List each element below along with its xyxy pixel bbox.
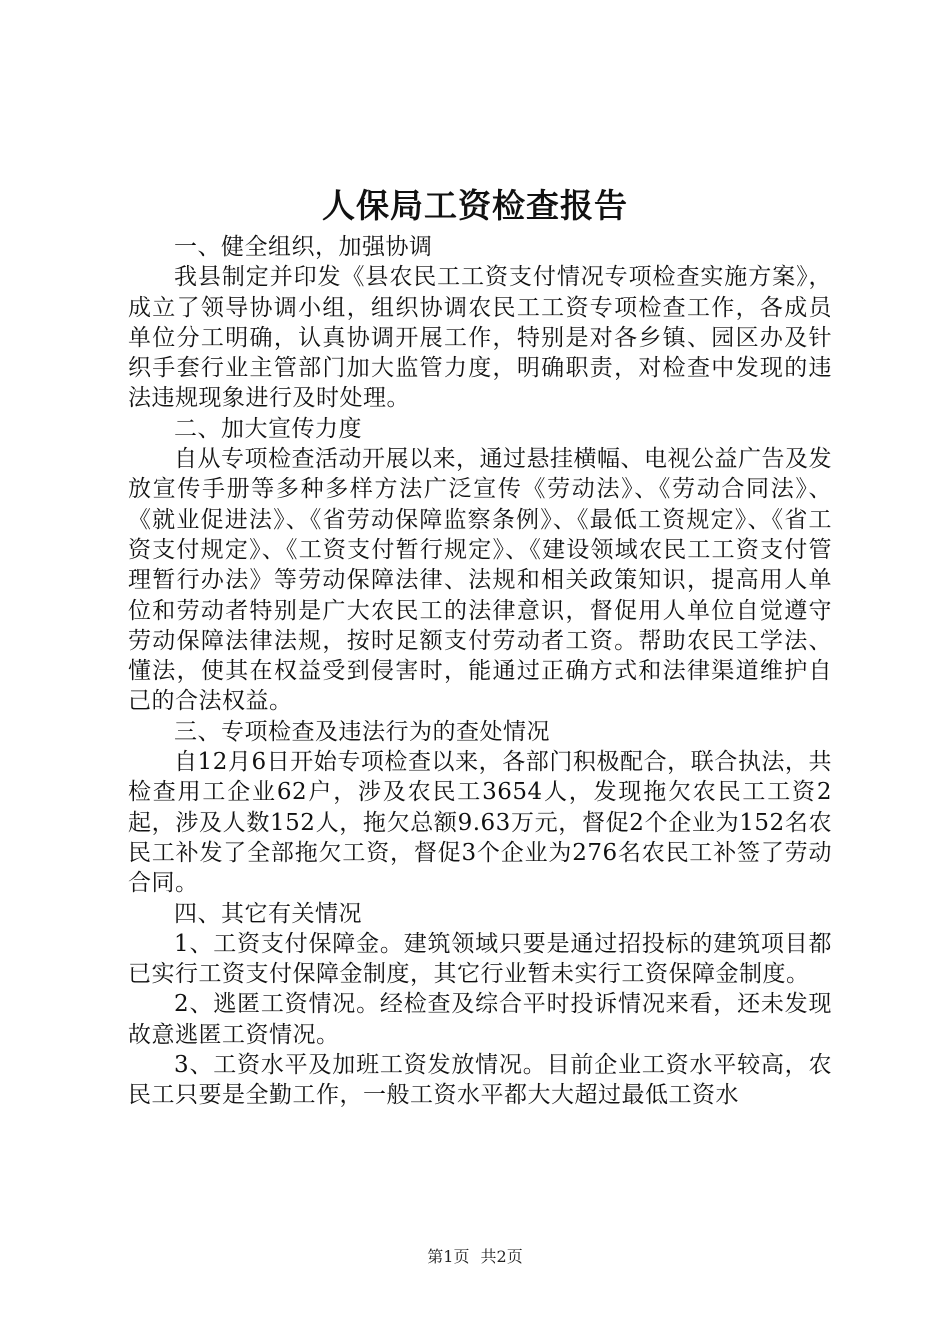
section-3-paragraph-1: 自12月6日开始专项检查以来，各部门积极配合，联合执法，共检查用工企业62户，涉及农民工3654人，发现拖欠农民工工资2起，涉及人数152人，拖欠总额9.63万元，督促2个企业为152名农民工补发了全部拖欠工资，督促3个企业为276名农民工补签了劳动合同。 [128,749,832,897]
section-1-paragraph-1: 我县制定并印发《县农民工工资支付情况专项检查实施方案》，成立了领导协调小组，组织协调农民工工资专项检查工作，各成员单位分工明确，认真协调开展工作，特别是对各乡镇、园区办及针织手套行业主管部门加大监管力度，明确职责，对检查中发现的违法违规现象进行及时处理。 [128,264,832,412]
section-heading-1: 一、健全组织，加强协调 [174,234,433,260]
section-heading-3: 三、专项检查及违法行为的查处情况 [174,718,550,745]
page-number: 第1页 [427,1247,470,1266]
page-total: 共2页 [480,1247,523,1266]
document-body [128,232,832,1111]
section-2-paragraph-1: 自从专项检查活动开展以来，通过悬挂横幅、电视公益广告及发放宣传手册等多种多样方法广泛宣传《劳动法》、《劳动合同法》、《就业促进法》、《省劳动保障监察条例》、《最低工资规定》、《省工资支付规定》、《工资支付暂行规定》、《建设领域农民工工资支付管理暂行办法》等劳动保障法律、法规和相关政策知识，提高用人单位和劳动者特别是广大农民工的法律意识，督促用人单位自觉遵守劳动保障法律法规，按时足额支付劳动者工资。帮助农民工学法、懂法，使其在权益受到侵害时，能通过正确方式和法律渠道维护自己的合法权益。 [128,446,832,715]
section-heading-2: 二、加大宣传力度 [174,415,362,442]
page-footer [0,1244,950,1267]
section-4-paragraph-2: 2、逃匿工资情况。经检查及综合平时投诉情况来看，还未发现故意逃匿工资情况。 [128,991,832,1048]
section-heading-4: 四、其它有关情况 [174,900,362,927]
section-4-paragraph-3: 3、工资水平及加班工资发放情况。目前企业工资水平较高，农民工只要是全勤工作，一般工资水平都大大超过最低工资水 [128,1052,832,1109]
section-4-paragraph-1: 1、工资支付保障金。建筑领域只要是通过招投标的建筑项目都已实行工资支付保障金制度，其它行业暂未实行工资保障金制度。 [128,930,832,988]
document-title: 人保局工资检查报告 [322,186,628,225]
